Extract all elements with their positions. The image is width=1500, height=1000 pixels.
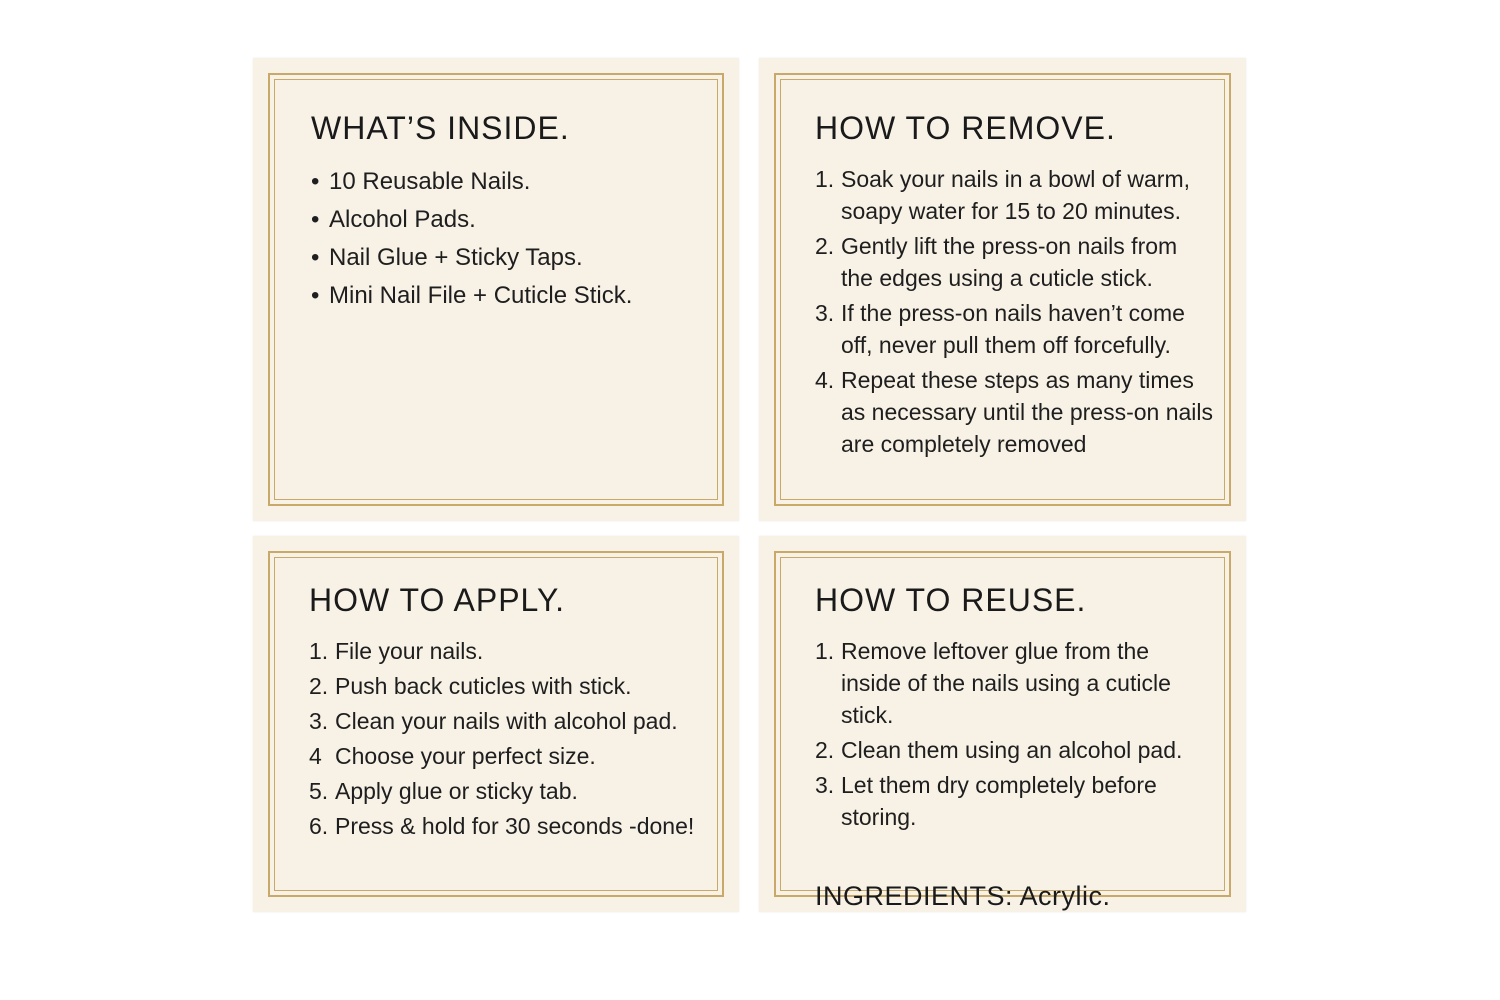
step-number: 3. bbox=[815, 300, 835, 326]
step-text: Let them dry completely before storing. bbox=[841, 772, 1157, 830]
apply-steps bbox=[309, 635, 709, 842]
list-item bbox=[815, 769, 1215, 833]
step-number: 1. bbox=[815, 638, 835, 664]
step-text: Press & hold for 30 seconds -done! bbox=[335, 813, 695, 839]
step-number: 5. bbox=[309, 778, 329, 804]
card-content bbox=[309, 582, 709, 845]
step-text: Clean them using an alcohol pad. bbox=[841, 737, 1183, 763]
step-number: 1. bbox=[815, 166, 835, 192]
list-item bbox=[815, 230, 1215, 294]
list-item bbox=[309, 740, 709, 772]
list-item bbox=[815, 364, 1215, 460]
step-text: Choose your perfect size. bbox=[335, 743, 596, 769]
step-number: 1. bbox=[309, 638, 329, 664]
step-text: Clean your nails with alcohol pad. bbox=[335, 708, 678, 734]
list-item bbox=[309, 775, 709, 807]
step-text: Apply glue or sticky tab. bbox=[335, 778, 578, 804]
step-text: Remove leftover glue from the inside of the nails using a cuticle stick. bbox=[841, 638, 1171, 728]
step-number: 3. bbox=[815, 772, 835, 798]
list-item: • Alcohol Pads. bbox=[311, 201, 701, 239]
contents-list bbox=[311, 163, 701, 315]
card-whats-inside bbox=[253, 58, 739, 521]
list-item bbox=[309, 670, 709, 702]
step-text: Repeat these steps as many times as necessary until the press-on nails are completely removed bbox=[841, 367, 1214, 457]
list-item bbox=[815, 734, 1215, 766]
card-how-to-apply bbox=[253, 536, 739, 912]
reuse-steps bbox=[815, 635, 1215, 833]
step-number: 2. bbox=[815, 737, 835, 763]
list-item bbox=[309, 705, 709, 737]
ingredients-line: INGREDIENTS: Acrylic. bbox=[815, 881, 1111, 911]
step-text: Push back cuticles with stick. bbox=[335, 673, 632, 699]
step-number: 2. bbox=[815, 233, 835, 259]
list-item bbox=[815, 635, 1215, 731]
step-text: If the press-on nails haven’t come off, never pull them off forcefully. bbox=[841, 300, 1185, 358]
card-title: HOW TO REMOVE. bbox=[815, 110, 1116, 146]
step-number: 3. bbox=[309, 708, 329, 734]
card-title: HOW TO REUSE. bbox=[815, 582, 1087, 618]
list-item bbox=[309, 635, 709, 667]
step-number: 6. bbox=[309, 813, 329, 839]
card-how-to-reuse bbox=[759, 536, 1246, 912]
remove-steps bbox=[815, 163, 1215, 460]
card-content bbox=[815, 110, 1215, 463]
list-item bbox=[815, 163, 1215, 227]
list-item bbox=[815, 297, 1215, 361]
list-item: • Mini Nail File + Cuticle Stick. bbox=[311, 277, 701, 315]
card-title: HOW TO APPLY. bbox=[309, 582, 566, 618]
card-how-to-remove bbox=[759, 58, 1246, 521]
list-item bbox=[309, 810, 709, 842]
step-text: Soak your nails in a bowl of warm, soapy water for 15 to 20 minutes. bbox=[841, 166, 1190, 224]
card-content bbox=[815, 582, 1215, 912]
step-number: 4. bbox=[815, 367, 835, 393]
step-text: File your nails. bbox=[335, 638, 484, 664]
step-number: 2. bbox=[309, 673, 329, 699]
card-title: WHAT’S INSIDE. bbox=[311, 110, 570, 146]
card-content bbox=[311, 110, 701, 315]
step-number: 4 bbox=[309, 743, 322, 769]
list-item: • 10 Reusable Nails. bbox=[311, 163, 701, 201]
list-item: • Nail Glue + Sticky Taps. bbox=[311, 239, 701, 277]
step-text: Gently lift the press-on nails from the edges using a cuticle stick. bbox=[841, 233, 1178, 291]
